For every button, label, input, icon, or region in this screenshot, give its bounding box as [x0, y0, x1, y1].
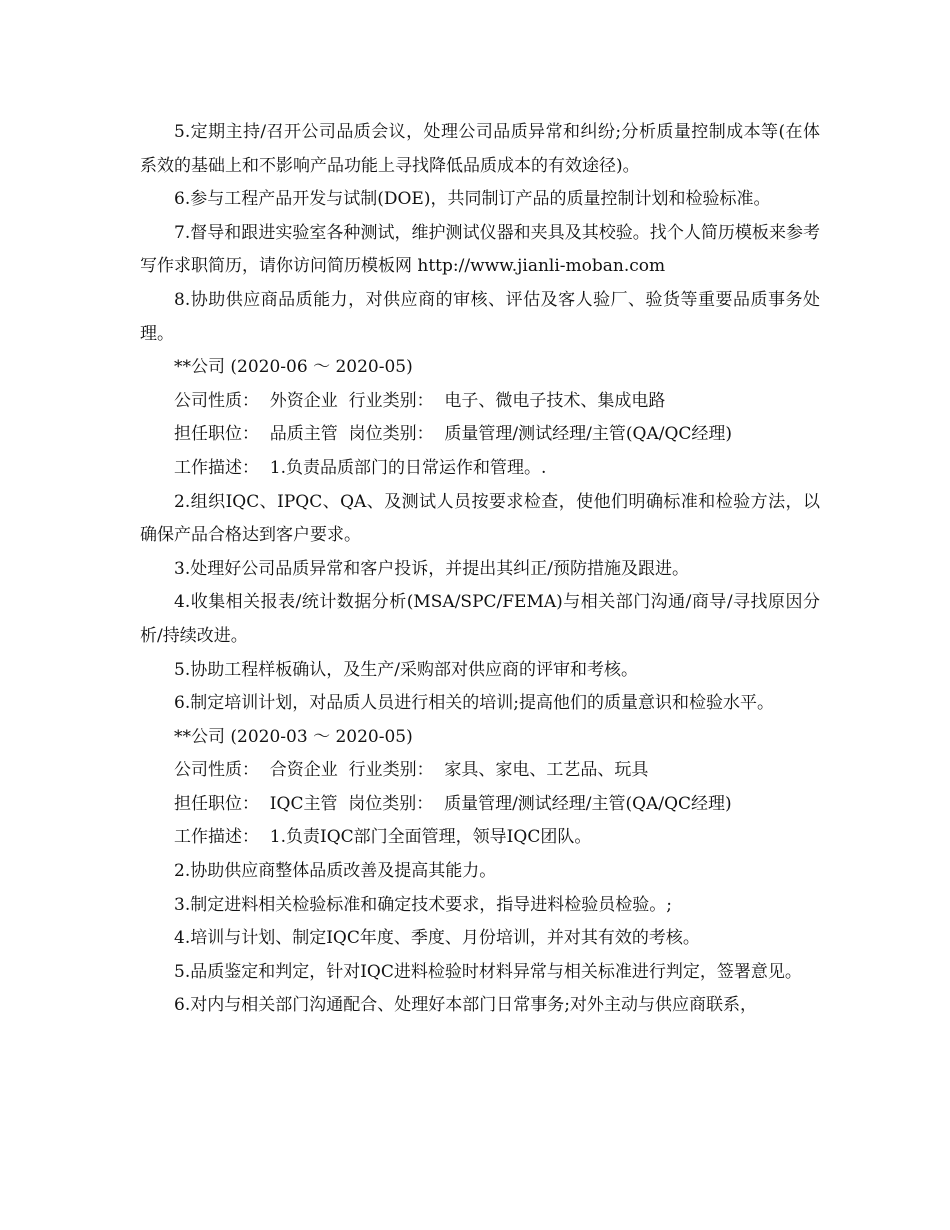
duty-item: 5.协助工程样板确认，及生产/采购部对供应商的评审和考核。 — [174, 659, 638, 680]
paragraph-doe-participation: 6.参与工程产品开发与试制(DOE)，共同制订产品的质量控制计划和检验标准。 — [174, 189, 771, 210]
position-info-2: 担任职位： IQC主管 岗位类别： 质量管理/测试经理/主管(QA/QC经理) — [174, 793, 732, 814]
duty-item: 3.制定进料相关检验标准和确定技术要求，指导进料检验员检验。; — [174, 894, 672, 915]
company-heading-2: **公司 (2020-03 ～ 2020-05) — [174, 726, 413, 747]
duty-item: 6.对内与相关部门沟通配合、处理好本部门日常事务;对外主动与供应商联系， — [174, 995, 757, 1016]
duty-item: 2.组织IQC、IPQC、QA、及测试人员按要求检查，使他们明确标准和检验方法，以确保产品合格达到客户要求。 — [140, 491, 820, 546]
company-info-1: 公司性质： 外资企业 行业类别： 电子、微电子技术、集成电路 — [174, 390, 666, 411]
position-info-1: 担任职位： 品质主管 岗位类别： 质量管理/测试经理/主管(QA/QC经理) — [174, 424, 733, 445]
duty-item: 3.处理好公司品质异常和客户投诉，并提出其纠正/预防措施及跟进。 — [174, 558, 689, 579]
paragraph-quality-meetings: 5.定期主持/召开公司品质会议，处理公司品质异常和纠纷;分析质量控制成本等(在体系效的基础上和不影响产品功能上寻找降低品质成本的有效途径)。 — [140, 122, 820, 176]
job-description-2: 工作描述： 1.负责IQC部门全面管理，领导IQC团队。 — [174, 827, 592, 848]
paragraph-supplier-quality: 8.协助供应商品质能力，对供应商的审核、评估及客人验厂、验货等重要品质事务处理。 — [140, 289, 820, 344]
document-body — [140, 116, 820, 1023]
duty-item: 4.收集相关报表/统计数据分析(MSA/SPC/FEMA)与相关部门沟通/商导/寻找原因分析/持续改进。 — [140, 592, 820, 646]
duty-item: 4.培训与计划、制定IQC年度、季度、月份培训，并对其有效的考核。 — [174, 928, 700, 949]
job-description-1: 工作描述： 1.负责品质部门的日常运作和管理。. — [174, 457, 547, 478]
paragraph-lab-testing: 7.督导和跟进实验室各种测试，维护测试仪器和夹具及其校验。找个人简历模板来参考写作求职简历，请你访问简历模板网 http://www.jianli-moban.com — [140, 222, 820, 277]
duty-item: 5.品质鉴定和判定，针对IQC进料检验时材料异常与相关标准进行判定，签署意见。 — [174, 961, 802, 982]
duty-item: 2.协助供应商整体品质改善及提高其能力。 — [174, 861, 497, 882]
duty-item: 6.制定培训计划，对品质人员进行相关的培训;提高他们的质量意识和检验水平。 — [174, 693, 774, 714]
company-heading-1: **公司 (2020-06 ～ 2020-05) — [174, 357, 413, 378]
company-info-2: 公司性质： 合资企业 行业类别： 家具、家电、工艺品、玩具 — [174, 760, 649, 781]
